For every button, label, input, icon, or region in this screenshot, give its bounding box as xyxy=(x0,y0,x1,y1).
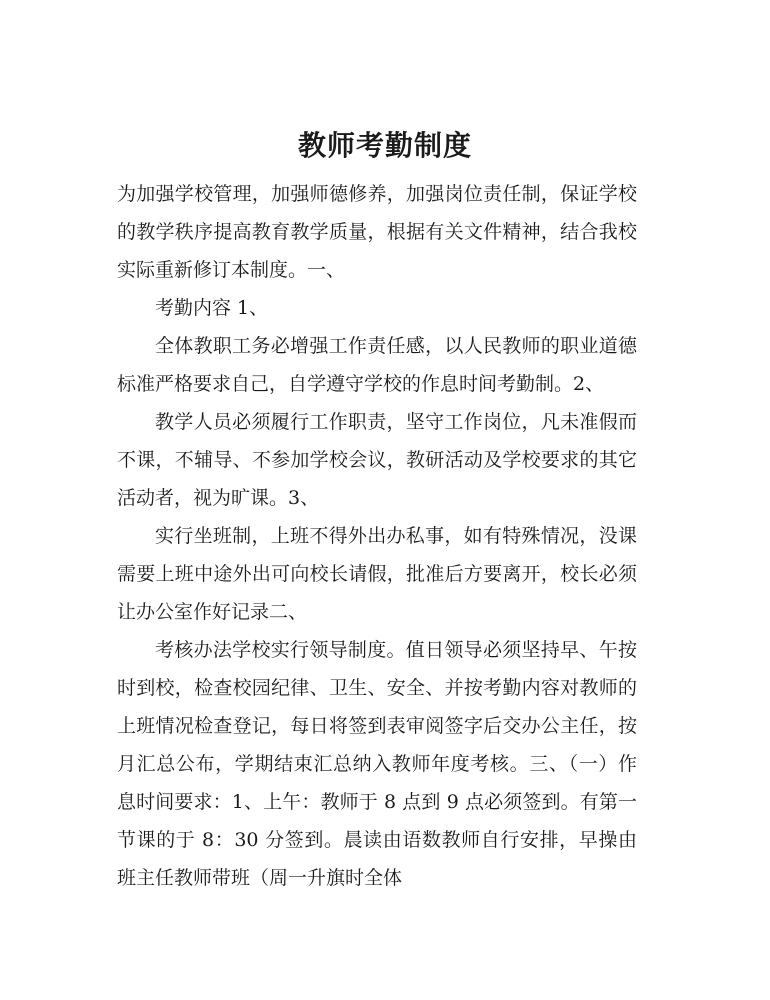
paragraph: 全体教职工务必增强工作责任感，以人民教师的职业道德标准严格要求自己，自学遵守学校的作息时间考勤制。2、 xyxy=(117,335,637,395)
paragraph: 教学人员必须履行工作职责，坚守工作岗位，凡未准假而不课，不辅导、不参加学校会议，教研活动及学校要求的其它活动者，视为旷课。3、 xyxy=(117,411,637,509)
document-title: 教师考勤制度 xyxy=(297,129,472,162)
paragraph: 考核办法学校实行领导制度。值日领导必须坚持早、午按时到校，检查校园纪律、卫生、安全、并按考勤内容对教师的上班情况检查登记，每日将签到表审阅签字后交办公主任，按月汇总公布，学期结束汇总纳入教师年度考核。三、（一）作息时间要求：1、上午：教师于 8 点到 9 点必须签到。有第一节课的于 8：30 分签到。晨读由语数教师自行安排，早操由班主任教师带班（周一升旗时全体 xyxy=(117,639,637,889)
paragraph: 为加强学校管理，加强师德修养，加强岗位责任制，保证学校的教学秩序提高教育教学质量，根据有关文件精神，结合我校实际重新修订本制度。一、 xyxy=(117,183,637,281)
document-body xyxy=(117,175,637,897)
paragraph: 实行坐班制，上班不得外出办私事，如有特殊情况，没课需要上班中途外出可向校长请假，批准后方要离开，校长必须让办公室作好记录二、 xyxy=(117,525,637,623)
paragraph: 考勤内容 1、 xyxy=(155,297,269,319)
